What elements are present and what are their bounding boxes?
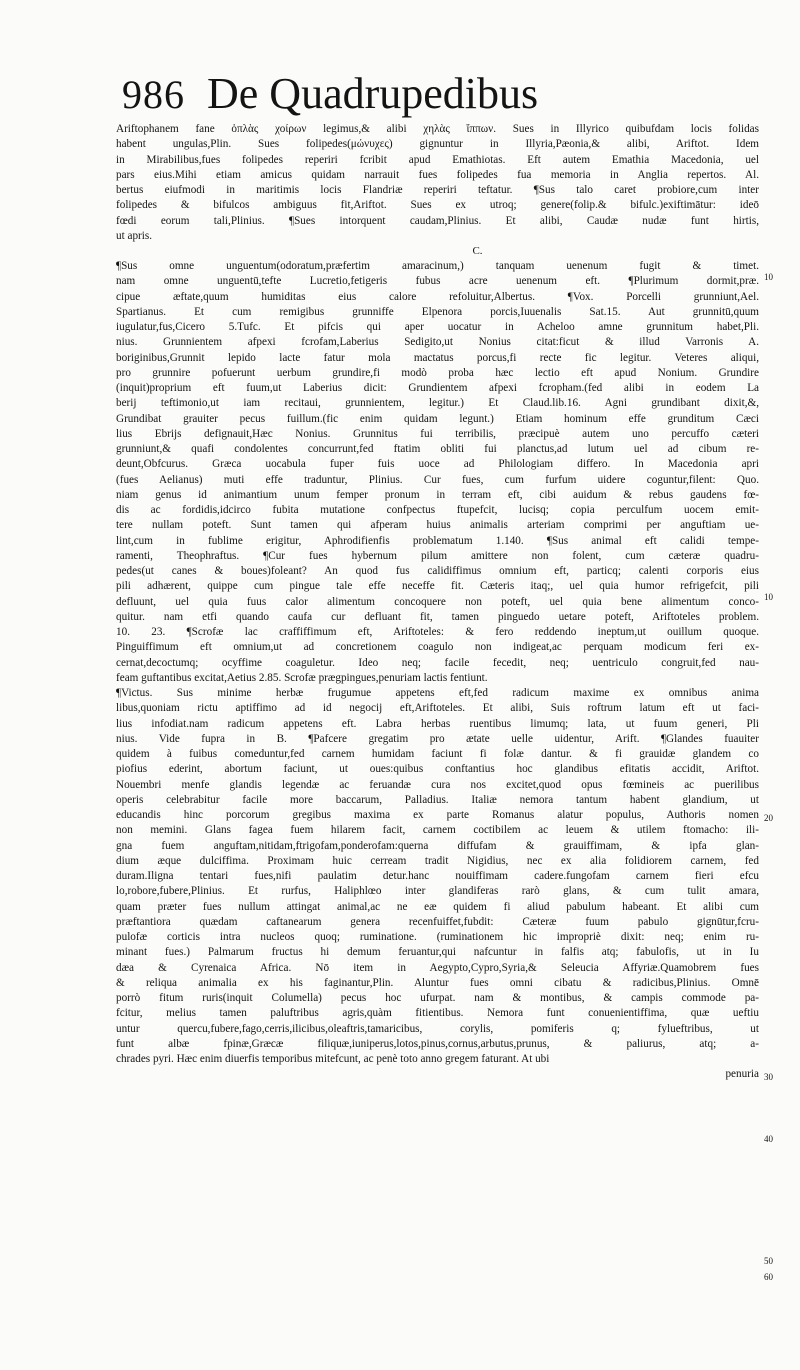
text-line: porrò fitum ruris(inquit Columella) pecus hoc ufurpat. nam & montibus, & campis commode pa- [116, 992, 759, 1004]
text-line: non memini. Glans fagea fuem hilarem facit, carnem coctibilem ac leuem & utilem ftomacho: ili- [116, 824, 759, 837]
text-line: defluunt, uel quia fuus calor alimentum concoquere non poteft, uel quia bene alimentum conco- [116, 595, 759, 608]
text-line: pili adhærent, quippe cum pingue tale effe neceffe fit. Cæteris itaq;, uel quia humor refrigefcit, pili [116, 580, 759, 593]
text-line: (fues Aelianus) muti effe traduntur, Plinius. Cur fues, cum furfum uidere coguntur,filent: Quo. [116, 473, 759, 486]
margin-note: 20 [764, 813, 773, 823]
margin-note: 30 [764, 1072, 773, 1082]
text-line: Nouembri menfe glandis legendæ ac feruandæ cura nos excitet,quod opus fœmineis ac puerilibus [116, 778, 759, 791]
text-line: habent ungulas,Plin. Sues folipedes(μώνυχες) gignuntur in Illyria,Pæonia,& alibi, Ariftot. Idem [116, 138, 759, 151]
body-text [116, 122, 759, 1083]
text-line: cipue æftate,quum humiditas eius calore refoluitur,Albertus. ¶Vox. Porcelli grunniunt,Ael. [116, 290, 759, 303]
margin-note: 40 [764, 1134, 773, 1144]
text-line: bertus eiufmodi in maritimis locis Flandriæ reperiri teftatur. ¶Sus talo caret probiore,cum inter [116, 184, 759, 196]
text-line: pedes(ut canes & boues)foleant? An quod fus calidiffimus omnium eft, particq; calenti corporis eius [116, 565, 759, 577]
text-line: minant fues.) Palmarum fructus hi demum feruantur,qui nafcuntur in falfis atq; fabulofis, ut in Iu [116, 946, 759, 959]
text-line: nius. Vide fupra in B. ¶Pafcere gregatim pro ætate uelle uidentur, Arift. ¶Glandes fuauiter [116, 732, 759, 745]
text-line: dæa & Cyrenaica Africa. Nō item in Aegypto,Cypro,Syria,& Seleucia Affyriæ.Quamobrem fues [116, 961, 759, 974]
text-line: ut apris. [116, 229, 153, 242]
text-line: piofius ederint, abortum faciunt, ut oues:quibus conftantius hoc glandibus efitatis accidit, Ariftot. [116, 763, 759, 776]
text-line: operis celebrabitur facile more baccarum, Palladius. Italiæ nemora tantum habent glandium, ut [116, 793, 759, 806]
text-line: nam omne unguentū,tefte Lucretio,fetigeris fubus acre uenenum eft. ¶Plurimum dormit,præ. [116, 275, 759, 288]
margin-note: 50 [764, 1256, 773, 1266]
text-line: lint,cum in fublime erigitur, Aphrodifienfis problematum 1.140. ¶Sus animal eft calidi tempe- [116, 534, 759, 547]
text-line: ¶Victus. Sus minime herbæ frugumue appetens eft,fed radicum maxime ex omnibus anima [116, 687, 759, 699]
margin-note: 60 [764, 1272, 773, 1282]
text-line: quam præter fues nullum attingat animal,ac ne eæ quidem fi aliud pabulum habeant. Et alibi cum [116, 900, 759, 913]
text-line: feam guftantibus excitat,Aetius 2.85. Scrofæ prægpingues,penuriam lactis fentiunt. [116, 671, 488, 684]
text-line: fœdi eorum tali,Plinius. ¶Sues intorquent caudam,Plinius. Et alibi, Caudæ nudæ funt hirtis, [116, 214, 759, 227]
text-line: dis ac fordidis,idcirco fubita mutatione confpectus ftupefcit, lucisq; copia perculfum uocem emit- [116, 504, 759, 516]
text-line: quitur. nam etfi quando caufa cur defluant fit, tamen pinguedo uetare poteft, Ariftoteles problem. [116, 610, 759, 623]
text-line: 10. 23. ¶Scrofæ lac craffiffimum eft, Ariftoteles: & fero reddendo ineptum,ut ouillum quoque. [116, 626, 759, 638]
text-line: deunt,Obfcurus. Græca uocabula fuper fuis uoce ad Philologiam differo. In Macedonia apri [116, 458, 759, 471]
text-line: cernat,decoctumq; ocyffime coaguletur. Ideo neq; facile fecedit, neq; uentriculo congruit,fed nau- [116, 656, 759, 669]
text-line: lius infodiat.nam radicum appetens eft. Labra herbas ruentibus limumq; lata, ut fuum generi, Pli [116, 717, 759, 730]
text-line: grunniunt,& quafi condolentes concurrunt,fed ftatim obliti fui planctus,ad lutum uel ad cibum re- [116, 443, 759, 455]
margin-note: 10 [764, 272, 773, 282]
text-line: Grundibat grauiter pecus fuillum.(fic enim quidam legunt.) Etiam hominum effe grunditum Cæci [116, 412, 759, 425]
margin-note: 10 [764, 592, 773, 602]
text-line: chrades pyri. Hæc enim diuerfis temporibus mitefcunt, ac penè toto anno gregem faturant. At ubi [116, 1053, 550, 1065]
text-line: untur quercu,fubere,fago,cerris,ilicibus,oleaftris,tamaricibus, corylis, pomiferis q; fylueftribus, ut [116, 1022, 759, 1035]
text-line: præftantiora quædam caftanearum genera recenfuiffet,fubdit: Cæteræ fuum pabulo gignūtur,fcru- [116, 915, 759, 928]
text-line: tere nullam poteft. Sunt tamen qui afperam huius animalis arteriam comprimi per anguftiam ue- [116, 519, 759, 532]
section-letter: C. [472, 245, 483, 257]
text-line: lius Ebrijs defignauit,Hæc Nonius. Grunnitus fui terribilis, præcipuè autem uno percuffo cæteri [116, 427, 759, 440]
text-line: nius. Grunnientem afpexi fcrofam,Laberius Sedigito,ut Nonius citat:ficut & illud Varronis A. [116, 336, 759, 349]
text-line: ¶Sus omne unguentum(odoratum,præfertim amaracinum,) tanquam uenenum fugit & timet. [116, 260, 759, 272]
text-line: boriginibus,Grunnit lepido lacte fatur mola mactatus porcus,fi recte fic legitur. Veteres aliqui, [116, 351, 759, 364]
page-header [122, 68, 682, 120]
text-line: (inquit)proprium eft fuum,ut Laberius dicit: Grundientem afpexi fcropham.(fed alibi in eodem La [116, 382, 759, 394]
text-line: lo,robore,fubere,Plinius. Et rurfus, Haliphlœo inter glandiferas rarò glans, & cum tulit amara, [116, 885, 759, 898]
text-line: Ariftophanem fane ὁπλὰς χοίρων legimus,& alibi χηλὰς ἵππων. Sues in Illyrico quibufdam locis folidas [116, 123, 759, 135]
text-line: educandis hinc porcorum gregibus maxima ex parte Romanus alatur populus, Authoris nomen [116, 809, 759, 821]
text-line: & reliqua animalia ex his faginantur,Plin. Aluntur fues omni cibatu & radicibus,Plinius. Omnē [116, 976, 759, 989]
text-line: pars eius.Mihi etiam amicus quidam narrauit fues folipedes fua memoria in Anglia repertos. Al. [116, 168, 759, 181]
running-title: De Quadrupedibus [207, 69, 539, 118]
text-line: dium æque dulciffima. Proximam huic cerream tradit Nigidius, nec ex alia folidiorem carnem, fed [116, 854, 759, 867]
text-line: in Mirabilibus,fues folipedes reperiri fcribit apud Emathiotas. Eft autem Emathia Macedonia, uel [116, 153, 759, 166]
text-line: iugulatur,fus,Cicero 5.Tufc. Et pifcis qui aper uocatur in Acheloo amne grunnitum habet,Pli. [116, 321, 759, 333]
text-line: libus,quoniam rictu aptiffimo ad id negocij eft,Ariftoteles. Et alibi, Suis roftrum latum eft ut faci- [116, 702, 759, 715]
text-line: niam genus id animantium unum femper pronum in terram eft, cibi auidum & rebus gaudens fœ- [116, 488, 759, 501]
text-line: pro grunnire pofuerunt uerbum grundire,fi modò proba hæc lectio eft apud Nonium. Grundire [116, 366, 759, 379]
text-line: duram.Iligna tentari fues,nifi paulatim detur.hanc nouiffimam cadere.fungofam carnem fieri efcu [116, 870, 759, 882]
text-line: Pinguiffimum eft omnium,ut ad concretionem coagulo non indigeat,ac perquam modicum feri ex- [116, 641, 759, 654]
text-line: berij teftimonio,ut iam recitaui, grunnientem, legitur.) Et Claud.lib.16. Agni grundibant dixit,&, [116, 397, 759, 410]
text-line: pulofæ corticis intra nucleos quoq; ruminatione. (ruminationem hic impropriè dixit: neq; enim ru- [116, 931, 759, 943]
text-line: Spartianus. Et cum remigibus grunniffe Elpenora porcis,Iuuenalis Sat.15. Aut grunnitū,quum [116, 305, 759, 318]
text-line: fcitur, melius tamen paluftribus agris,quàm fitientibus. Nemora funt conuenientiffima, quæ ueftiu [116, 1007, 759, 1020]
page-number: 986 [122, 72, 185, 117]
catchword: penuria [725, 1068, 759, 1081]
text-line: gna fuem anguftam,nitidam,ftrigofam,ponderofam:querna diffufam & grauiffimam, & ipfa glan- [116, 839, 759, 852]
text-line: funt albæ fpinæ,Græcæ filiquæ,iuniperus,lotos,pinus,cornus,arbutus,prunus, & paliurus, atq; a- [116, 1037, 759, 1050]
text-line: folipedes & bifulcos ambiguus fit,Ariftot. Sues ex utroq; genere(folip.& bifulc.)exiftimātur: ideō [116, 199, 759, 212]
text-line: quidem à fuibus comeduntur,fed carnem humidam faciunt fi folæ dantur. & fi grauidæ glandem co [116, 748, 759, 760]
text-line: ramenti, Theophraftus. ¶Cur fues hybernum pilum amittere non folent, cum cæteræ quadru- [116, 549, 759, 562]
